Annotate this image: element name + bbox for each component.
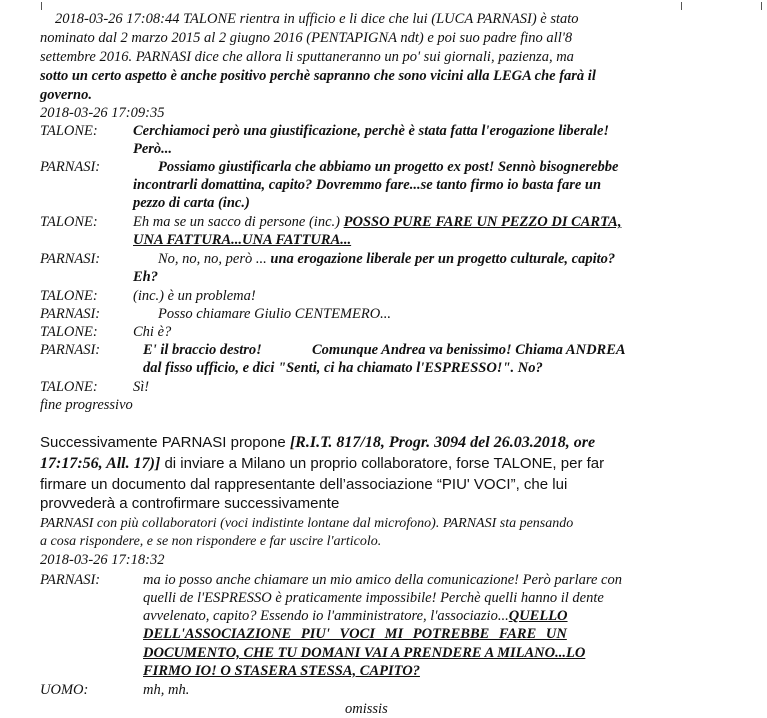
speaker-label: TALONE:: [40, 288, 98, 304]
dialogue-line: Cerchiamoci però una giustificazione, perchè è stata fatta l'erogazione liberale!: [133, 123, 610, 139]
dialogue-line: [158, 250, 615, 268]
omissis-marker: omissis: [345, 701, 388, 717]
dialogue-text: avvelenato, capito? Essendo io l'amministratore, l'associazio...: [143, 608, 509, 624]
reference-text: 17:17:56, All. 17)]: [40, 455, 161, 472]
timestamp: 2018-03-26 17:18:32: [40, 552, 165, 568]
reference-text: [R.I.T. 817/18, Progr. 3094 del 26.03.2018, ore: [289, 434, 596, 451]
dialogue-line: Eh?: [133, 269, 158, 285]
scan-mark: [761, 2, 762, 10]
summary-paragraph-line: provvederà a controfirmare successivamente: [40, 495, 340, 512]
narrative-line: sotto un certo aspetto è anche positivo perchè sapranno che sono vicini alla LEGA che farà il: [40, 68, 596, 84]
dialogue-line: dal fisso ufficio, e dici "Senti, ci ha chiamato l'ESPRESSO!". No?: [143, 360, 543, 376]
dialogue-line: Chi è?: [133, 324, 172, 340]
speaker-label: TALONE:: [40, 324, 98, 340]
narrative-line: 2018-03-26 17:08:44 TALONE rientra in ufficio e li dice che lui (LUCA PARNASI) è stato: [55, 11, 579, 27]
dialogue-line: ma io posso anche chiamare un mio amico della comunicazione! Però parlare con: [143, 572, 622, 588]
dialogue-line: DOCUMENTO, CHE TU DOMANI VAI A PRENDERE A MILANO...LO: [143, 645, 586, 661]
summary-paragraph-line: firmare un documento dal rappresentante dell’associazione “PIU' VOCI”, che lui: [40, 476, 568, 493]
dialogue-line: Comunque Andrea va benissimo! Chiama ANDREA: [312, 342, 626, 358]
emphasis-text: POSSO PURE FARE UN PEZZO DI CARTA,: [343, 214, 622, 230]
narrative-line: nominato dal 2 marzo 2015 al 2 giugno 2016 (PENTAPIGNA ndt) e poi suo padre fino all'8: [40, 30, 573, 46]
speaker-label: TALONE:: [40, 214, 98, 230]
narrative-line: PARNASI con più collaboratori (voci indistinte lontane dal microfono). PARNASI sta pensando: [40, 516, 574, 531]
speaker-label: PARNASI:: [40, 159, 101, 175]
dialogue-text: No, no, no, però ...: [158, 251, 271, 267]
dialogue-line: (inc.) è un problema!: [133, 288, 256, 304]
dialogue-line: [133, 213, 621, 231]
speaker-label: PARNASI:: [40, 251, 101, 267]
speaker-label: TALONE:: [40, 379, 98, 395]
speaker-label: UOMO:: [40, 682, 89, 698]
summary-paragraph-line: [40, 454, 604, 473]
scan-mark: [41, 2, 42, 10]
dialogue-line: UNA FATTURA...UNA FATTURA...: [133, 232, 352, 248]
dialogue-line: FIRMO IO! O STASERA STESSA, CAPITO?: [143, 663, 420, 679]
timestamp: 2018-03-26 17:09:35: [40, 105, 165, 121]
emphasis-text: una erogazione liberale per un progetto culturale, capito?: [270, 251, 616, 267]
speaker-label: PARNASI:: [40, 306, 101, 322]
scan-mark: [681, 2, 682, 10]
dialogue-text: Eh ma se un sacco di persone (inc.): [133, 214, 344, 230]
dialogue-line: pezzo di carta (inc.): [133, 195, 250, 211]
speaker-label: PARNASI:: [40, 342, 101, 358]
speaker-label: PARNASI:: [40, 572, 101, 588]
dialogue-line: Posso chiamare Giulio CENTEMERO...: [158, 306, 392, 322]
paragraph-text: di inviare a Milano un proprio collaboratore, forse TALONE, per far: [160, 455, 605, 472]
dialogue-line: incontrarli domattina, capito? Dovremmo fare...se tanto firmo io basta fare un: [133, 177, 602, 193]
dialogue-line: Sì!: [133, 379, 150, 395]
dialogue-line: [143, 607, 568, 625]
summary-paragraph-line: [40, 433, 595, 452]
dialogue-line: E' il braccio destro!: [143, 342, 262, 358]
end-marker: fine progressivo: [40, 397, 133, 413]
dialogue-line: quelli de l'ESPRESSO è praticamente impossibile! Perchè quelli hanno il dente: [143, 590, 604, 606]
dialogue-line: mh, mh.: [143, 682, 190, 698]
narrative-line: a cosa rispondere, e se non rispondere e far uscire l'articolo.: [40, 534, 382, 549]
dialogue-line: DELL'ASSOCIAZIONE PIU' VOCI MI POTREBBE FARE UN: [143, 626, 567, 642]
dialogue-line: Possiamo giustificarla che abbiamo un progetto ex post! Sennò bisognerebbe: [158, 159, 619, 175]
dialogue-line: Però...: [133, 141, 173, 157]
speaker-label: TALONE:: [40, 123, 98, 139]
narrative-line: settembre 2016. PARNASI dice che allora li sputtaneranno un po' sui giornali, pazienza, ma: [40, 49, 574, 65]
narrative-line: governo.: [40, 87, 92, 103]
paragraph-text: Successivamente PARNASI propone: [40, 434, 290, 451]
emphasis-text: QUELLO: [508, 608, 568, 624]
